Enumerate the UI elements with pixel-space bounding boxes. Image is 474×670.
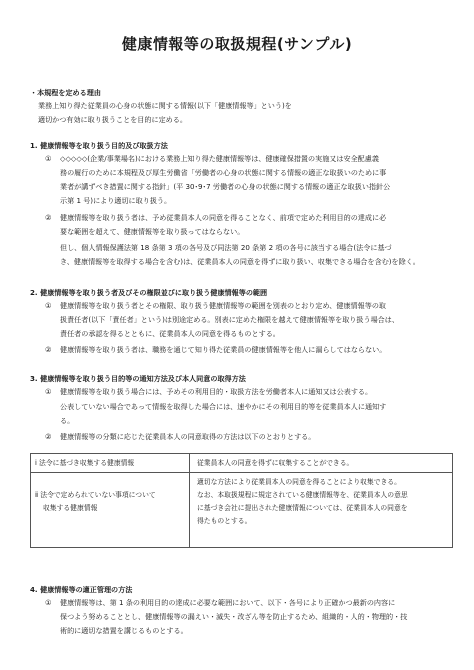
section-2-item-1-line: 扱責任者(以下「責任者」という)は別途定める。別表に定めた権限を越えて健康情報等を取り扱う場合は、 [60, 315, 399, 324]
section-2-heading: 2. 健康情報等を取り扱う者及びその権限並びに取り扱う健康情報等の範囲 [30, 288, 268, 297]
section-4-heading: 4. 健康情報等の適正管理の方法 [30, 585, 133, 594]
item-number: ① [45, 598, 52, 607]
section-4-item-1-line: 健康情報等は、第 1 条の利用目的の達成に必要な範囲において、以下・各号により正確かつ最新の内容に [60, 598, 396, 607]
table-cell: ⅱ 法令で定められていない事項について [35, 491, 156, 499]
section-3-item-2-line: 健康情報等の分類に応じた従業員本人の同意取得の方法は以下のとおりとする。 [60, 432, 316, 441]
table-cell: 従業員本人の同意を得ずに収集することができる。 [197, 459, 354, 467]
section-4-item-1-line: 術的に適切な措置を講じるものとする。 [60, 626, 188, 635]
section-1-item-1-line: 務の履行のために本規程及び厚生労働省「労働者の心身の状態に関する情報の適正な取扱いのために事 [60, 168, 387, 177]
section-1-item-2-line: 健康情報等を取り扱う者は、予め従業員本人の同意を得ることなく、前項で定めた利用目的の達成に必 [60, 213, 387, 222]
item-number: ② [45, 345, 52, 354]
purpose-heading: ・本規程を定める理由 [30, 88, 101, 97]
section-3-heading: 3. 健康情報等を取り扱う目的等の通知方法及び本人同意の取得方法 [30, 374, 246, 383]
section-2-item-1-line: 健康情報等を取り扱う者とその権限、取り扱う健康情報等の範囲を別表のとおり定め、健康情報等の取 [60, 301, 387, 310]
item-number: ② [45, 213, 52, 222]
consent-table [30, 453, 453, 548]
section-1-heading: 1. 健康情報等を取り扱う目的及び取扱方法 [30, 141, 168, 150]
section-2-item-1-line: 責任者の承認を得るとともに、従業員本人の同意を得るものとする。 [60, 329, 280, 338]
item-number: ① [45, 387, 52, 396]
section-1-item-2-line: き、健康情報等を取得する場合を含む)は、従業員本人の同意を得ずに取り扱い、収集できる場合を含む)を除く。 [60, 257, 420, 266]
table-cell: 適切な方法により従業員本人の同意を得ることにより収集できる。 [197, 478, 401, 486]
table-cell: なお、本取扱規程に規定されている健康情報等を、従業員本人の意思 [197, 491, 408, 499]
item-number: ① [45, 301, 52, 310]
table-cell: 得たものとする。 [197, 517, 252, 525]
section-3-item-1-line: る。 [60, 416, 75, 425]
table-cell: 収集する健康情報 [43, 504, 98, 512]
table-divider [31, 472, 452, 473]
purpose-line: 業務上知り得た従業員の心身の状態に関する情報(以下「健康情報等」という)を [38, 101, 292, 110]
table-cell: ⅰ 法令に基づき収集する健康情報 [35, 459, 135, 467]
section-1-item-2-line: 但し、個人情報保護法第 18 条第 3 項の各号及び同法第 20 条第 2 項の各号に該当する場合(法令に基づ [60, 243, 392, 252]
page-title: 健康情報等の取扱規程(サンプル) [121, 35, 353, 53]
item-number: ② [45, 432, 52, 441]
table-divider [189, 454, 190, 547]
item-number: ① [45, 154, 52, 163]
purpose-line: 適切かつ有効に取り扱うことを目的に定める。 [38, 115, 187, 124]
section-3-item-1-line: 公表していない場合であって情報を取得した場合には、速やかにその利用目的等を従業員本人に通知す [60, 402, 387, 411]
section-1-item-1-line: ◇◇◇◇◇(企業/事業場名)における業務上知り得た健康情報等は、健康確保措置の実施又は安全配慮義 [60, 154, 379, 163]
section-1-item-1-line: 示第 1 号)により適切に取り扱う。 [60, 196, 172, 205]
section-1-item-2-line: 要な範囲を超えて、健康情報等を取り扱ってはならない。 [60, 227, 245, 236]
section-3-item-1-line: 健康情報等を取り扱う場合には、予めその利用目的・取扱方法を労働者本人に通知又は公表する。 [60, 387, 373, 396]
section-2-item-2-line: 健康情報等を取り扱う者は、職務を通じて知り得た従業員の健康情報等を他人に漏らしてはならない。 [60, 345, 387, 354]
section-1-item-1-line: 業者が講ずべき措置に関する指針」(平 30･9･7 労働者の心身の状態に関する情報の適正な取扱い指針公 [60, 182, 391, 191]
table-cell: に基づき会社に提出された健康情報については、従業員本人の同意を [197, 504, 408, 512]
section-4-item-1-line: 保つよう努めることとし、健康情報等の漏えい・滅失・改ざん等を防止するため、組織的・人的・物理的・技 [60, 612, 408, 621]
